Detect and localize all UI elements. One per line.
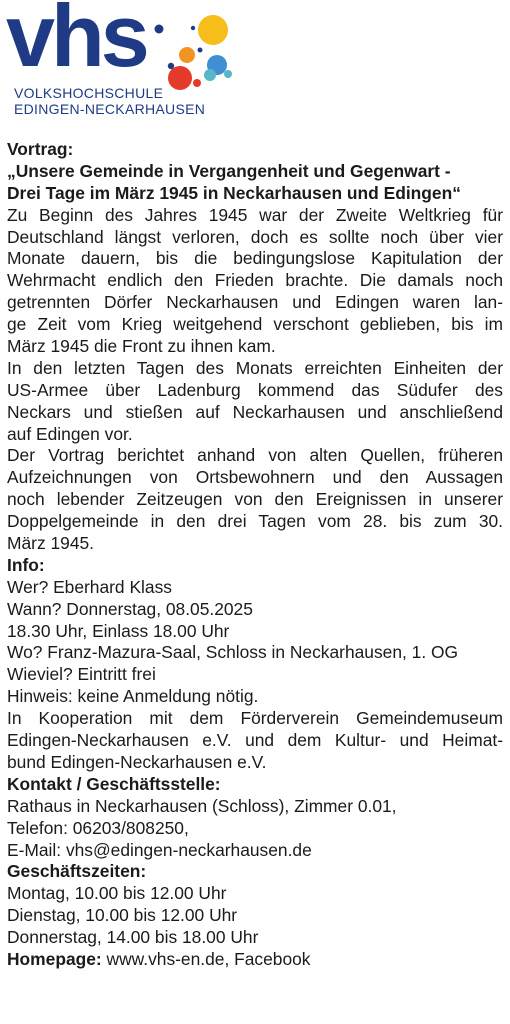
paragraph-line: März 1945 die Front zu ihnen kam. <box>7 336 276 357</box>
logo-subtitle-line1: VOLKSHOCHSCHULE <box>14 85 164 101</box>
homepage-line <box>7 949 503 971</box>
paragraph-line: Wehrmacht endlich den Frieden brachte. Die damals noch <box>7 270 503 291</box>
info-location: Wo? Franz-Mazura-Saal, Schloss in Neckarhausen, 1. OG <box>7 642 459 663</box>
info-price: Wieviel? Eintritt frei <box>7 664 156 685</box>
hours-tuesday: Dienstag, 10.00 bis 12.00 Uhr <box>7 905 238 926</box>
section-heading-info: Info: <box>7 554 45 575</box>
info-note: Hinweis: keine Anmeldung nötig. <box>7 686 259 707</box>
paragraph-line: ge Zeit vom Krieg weitgehend verschont geblieben, bis im <box>7 314 503 335</box>
info-speaker: Wer? Eberhard Klass <box>7 576 172 597</box>
paragraph-line: noch lebender Zeitzeugen von den Ereignissen in unserer <box>7 489 503 510</box>
section-heading-lecture: Vortrag: <box>7 139 74 159</box>
paragraph-line: getrennten Dörfer Neckarhausen und Edingen waren lan- <box>7 292 503 313</box>
section-heading-contact: Kontakt / Geschäftsstelle: <box>7 773 221 794</box>
cooperation-line: In Kooperation mit dem Förderverein Gemeindemuseum <box>7 708 503 729</box>
contact-phone: Telefon: 06203/808250, <box>7 817 189 838</box>
hours-monday: Montag, 10.00 bis 12.00 Uhr <box>7 883 227 904</box>
homepage-value: www.vhs-en.de, Facebook <box>101 948 311 969</box>
lecture-title-line: „Unsere Gemeinde in Vergangenheit und Gegenwart - <box>7 160 451 181</box>
lecture-title-line: Drei Tage im März 1945 in Neckarhausen und Edingen“ <box>7 182 461 203</box>
paragraph-line: Der Vortrag berichtet anhand von alten Quellen, früheren <box>7 445 503 466</box>
paragraph-line: US-Armee über Ladenburg kommend das Südufer des <box>7 379 503 400</box>
paragraph-line: Deutschland längst verloren, doch es sollte noch über vier <box>7 226 503 247</box>
logo-wordmark: vhs <box>6 0 146 85</box>
paragraph-line: Zu Beginn des Jahres 1945 war der Zweite Weltkrieg für <box>7 204 503 225</box>
paragraph-line: Monate dauern, bis die bedingungslose Kapitulation der <box>7 248 503 269</box>
contact-email: E-Mail: vhs@edingen-neckarhausen.de <box>7 839 312 860</box>
logo-subtitle-line2: EDINGEN-NECKARHAUSEN <box>14 101 206 117</box>
paragraph-line: Aufzeichnungen von Ortsbewohnern und den Aussagen <box>7 467 503 488</box>
paragraph-line: März 1945. <box>7 533 94 554</box>
paragraph-line: Neckars und stießen auf Neckarhausen und anschließend <box>7 401 503 422</box>
paragraph-line: auf Edingen vor. <box>7 423 133 444</box>
info-date: Wann? Donnerstag, 08.05.2025 <box>7 598 253 619</box>
cooperation-line: Edingen-Neckarhausen e.V. und dem Kultur- und Heimat- <box>7 730 503 751</box>
paragraph-line: In den letzten Tagen des Monats erreichten Einheiten der <box>7 357 503 378</box>
contact-address: Rathaus in Neckarhausen (Schloss), Zimmer 0.01, <box>7 795 397 816</box>
section-heading-hours: Geschäftszeiten: <box>7 861 147 882</box>
info-time: 18.30 Uhr, Einlass 18.00 Uhr <box>7 620 230 641</box>
cooperation-line: bund Edingen-Neckarhausen e.V. <box>7 751 267 772</box>
homepage-label: Homepage: <box>7 948 102 969</box>
paragraph-line: Doppelgemeinde in den drei Tagen vom 28. bis zum 30. <box>7 511 503 532</box>
article-body <box>7 139 503 971</box>
vhs-logo <box>0 0 260 130</box>
hours-thursday: Donnerstag, 14.00 bis 18.00 Uhr <box>7 927 259 948</box>
